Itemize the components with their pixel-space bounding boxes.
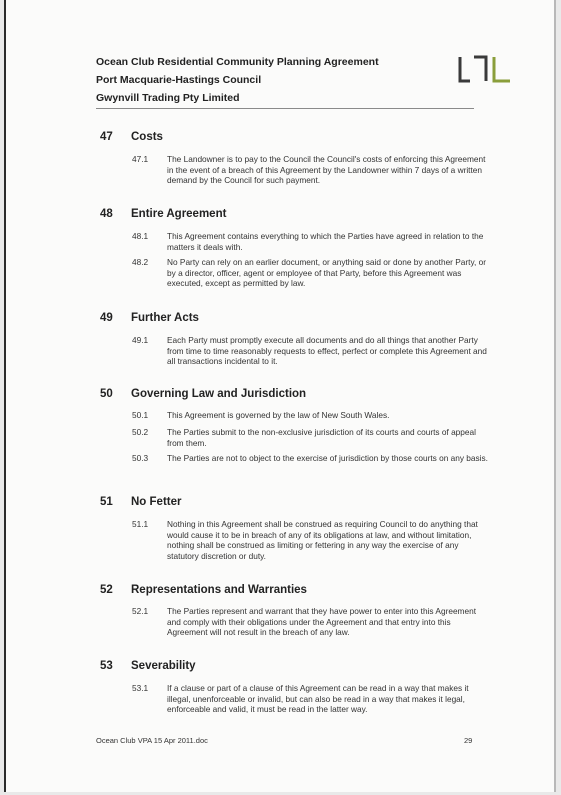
section-number: 48 [100, 208, 113, 220]
clause-number: 52.1 [132, 606, 149, 616]
header-company-name: Gwynvill Trading Pty Limited [96, 92, 240, 104]
clause-text: Nothing in this Agreement shall be construed as requiring Council to do anything that would cause it to be in breach of any of its obligations at law, and without limitation, nothing shall be construed as limiting or fettering in any way the exercise of any statutory discretion or duty. [167, 519, 478, 561]
section-number: 47 [100, 131, 113, 143]
section-title: No Fetter [131, 496, 182, 508]
clause-number: 49.1 [132, 335, 149, 345]
clause-number: 53.1 [132, 683, 149, 693]
ltl-logo-icon [458, 55, 512, 83]
section-title: Costs [131, 131, 163, 143]
section-number: 50 [100, 388, 113, 400]
section-title: Entire Agreement [131, 208, 227, 220]
clause-number: 51.1 [132, 519, 149, 529]
clause-text: The Parties submit to the non-exclusive jurisdiction of its courts and courts of appeal from them. [167, 427, 476, 448]
clause-text: Each Party must promptly execute all documents and do all things that another Party from time to time reasonably requests to effect, perfect or complete this Agreement and all transactions incidental to it. [167, 335, 487, 367]
section-title: Severability [131, 660, 196, 672]
section-number: 51 [100, 496, 113, 508]
clause-number: 48.1 [132, 231, 149, 241]
clause-number: 50.3 [132, 453, 149, 463]
section-title: Representations and Warranties [131, 584, 307, 596]
clause-text: No Party can rely on an earlier document, or anything said or done by another Party, or by a director, officer, agent or employee of that Party, before this Agreement was executed, except as permitted by law. [167, 257, 486, 289]
section-number: 49 [100, 312, 113, 324]
clause-text: The Parties represent and warrant that they have power to enter into this Agreement and comply with their obligations under the Agreement and that entry into this Agreement will not result in the breach of any law. [167, 606, 477, 638]
clause-text: The Landowner is to pay to the Council the Council's costs of enforcing this Agreement in the event of a breach of this Agreement by the Landowner within 7 days of a written demand by the Council for such payment. [167, 154, 486, 186]
section-title: Governing Law and Jurisdiction [131, 388, 307, 400]
header-divider [96, 108, 474, 109]
clause-text: This Agreement contains everything to which the Parties have agreed in relation to the matters it deals with. [167, 231, 484, 252]
section-title: Further Acts [131, 312, 199, 324]
document-page [4, 0, 556, 792]
clause-number: 50.1 [132, 410, 149, 420]
section-number: 53 [100, 660, 113, 672]
clause-number: 47.1 [132, 154, 149, 164]
clause-text: If a clause or part of a clause of this Agreement can be read in a way that makes it illegal, unenforceable or invalid, but can also be read in a way that makes it legal, enforceable and valid, it must be read in the latter way. [167, 683, 469, 715]
header-council-name: Port Macquarie-Hastings Council [96, 74, 262, 86]
footer-page-number: 29 [464, 736, 473, 745]
clause-number: 48.2 [132, 257, 149, 267]
section-number: 52 [100, 584, 113, 596]
clause-number: 50.2 [132, 427, 149, 437]
footer-document-name: Ocean Club VPA 15 Apr 2011.doc [96, 736, 208, 745]
clause-text: The Parties are not to object to the exercise of jurisdiction by those courts on any basis. [167, 453, 488, 463]
header-agreement-title: Ocean Club Residential Community Planning Agreement [96, 56, 379, 68]
clause-text: This Agreement is governed by the law of New South Wales. [167, 410, 390, 420]
